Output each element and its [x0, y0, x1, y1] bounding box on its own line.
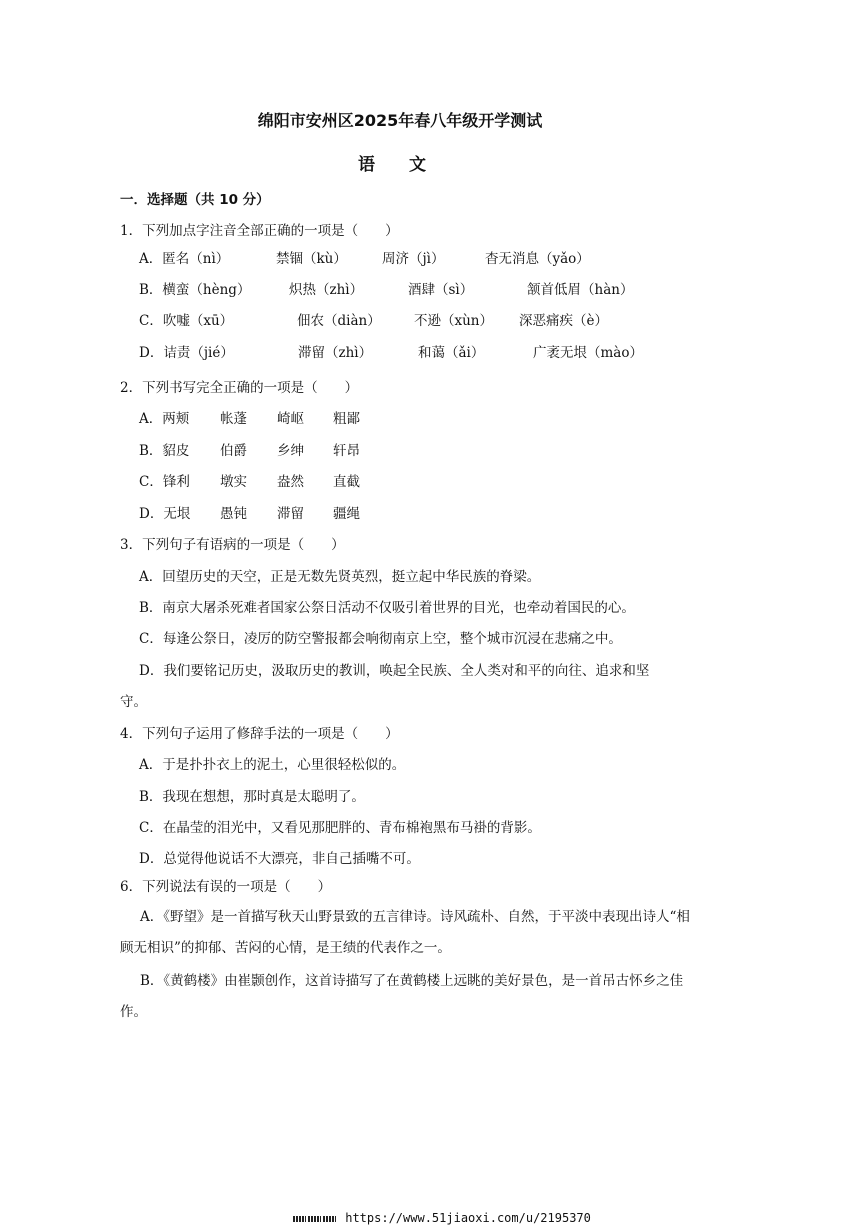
watermark-stamp-icon	[308, 1216, 321, 1222]
q3-option-b: B．南京大屠杀死难者国家公祭日活动不仅吸引着世界的目光，也牵动着国民的心。	[139, 600, 635, 616]
q1-option-a-word-4: 杳无消息（yǎo）	[485, 251, 590, 267]
q1-option-d-word-1: D．诘责（jié）	[139, 345, 234, 361]
q1-option-c-word-2: 佃农（diàn）	[297, 313, 381, 329]
q2-option-a-word-3: 崎岖	[277, 411, 304, 427]
q1-option-b-word-1: B．横蛮（hèng）	[139, 282, 251, 298]
q2-option-b-word-3: 乡绅	[277, 443, 304, 459]
q4-option-d: D．总觉得他说话不大漂亮，非自己插嘴不可。	[139, 851, 420, 867]
q2-option-c-word-1: C．锋利	[139, 474, 190, 490]
q1-option-a-word-2: 禁锢（kù）	[276, 251, 347, 267]
q1-option-b-word-4: 颔首低眉（hàn）	[527, 282, 634, 298]
q1-option-c-word-1: C．吹嘘（xū）	[139, 313, 234, 329]
watermark-stamp-icon	[323, 1216, 336, 1222]
q2-option-c-word-4: 直截	[333, 474, 360, 490]
footer-url[interactable]: https://www.51jiaoxi.com/u/2195370	[345, 1211, 591, 1225]
q3-option-d-line-2: 守。	[120, 694, 147, 710]
q3-option-c: C．每逢公祭日，凌厉的防空警报都会响彻南京上空，整个城市沉浸在悲痛之中。	[139, 631, 622, 647]
q2-option-d-word-2: 愚钝	[220, 506, 247, 522]
question-6-stem: 6．下列说法有误的一项是（ ）	[120, 879, 332, 895]
q2-option-b-word-1: B．貂皮	[139, 443, 190, 459]
q4-option-a: A．于是扑扑衣上的泥土，心里很轻松似的。	[139, 757, 406, 773]
q2-option-c-word-3: 盎然	[277, 474, 304, 490]
q3-option-a: A．回望历史的天空，正是无数先贤英烈，挺立起中华民族的脊梁。	[139, 569, 541, 585]
q1-option-b-word-2: 炽热（zhì）	[289, 282, 364, 298]
q4-option-b: B．我现在想想，那时真是太聪明了。	[139, 789, 365, 805]
q6-option-a: A．《野望》是一首描写秋天山野景致的五言律诗。诗风疏朴、自然，于平淡中表现出诗人“相顾无相识”的抑郁、苦闷的心情，是王绩的代表作之一。	[120, 909, 690, 956]
subject-heading: 语 文	[358, 155, 426, 175]
q2-option-b-word-2: 伯爵	[220, 443, 247, 459]
q2-option-b-word-4: 轩昂	[333, 443, 360, 459]
q2-option-a-word-2: 帐蓬	[220, 411, 247, 427]
q1-option-d-word-2: 滞留（zhì）	[298, 345, 373, 361]
q6-option-b: B．《黄鹤楼》由崔颢创作，这首诗描写了在黄鹤楼上远眺的美好景色，是一首吊古怀乡之佳作。	[120, 973, 684, 1020]
question-2-stem: 2．下列书写完全正确的一项是（ ）	[120, 380, 359, 396]
exam-title: 绵阳市安州区2025年春八年级开学测试	[257, 111, 543, 130]
q2-option-c-word-2: 墩实	[220, 474, 247, 490]
q1-option-c-word-3: 不逊（xùn）	[414, 313, 494, 329]
watermark-stamp-icon	[293, 1216, 306, 1222]
q2-option-d-word-3: 滞留	[277, 506, 304, 522]
q2-option-d-word-1: D．无垠	[139, 506, 191, 522]
q3-option-d-line-1: D．我们要铭记历史，汲取历史的教训，唤起全民族、全人类对和平的向往、追求和坚	[139, 663, 650, 679]
section-heading: 一．选择题（共 10 分）	[120, 192, 270, 208]
question-1-stem: 1．下列加点字注音全部正确的一项是（ ）	[120, 223, 399, 239]
question-4-stem: 4．下列句子运用了修辞手法的一项是（ ）	[120, 726, 399, 742]
q2-option-a-word-4: 粗鄙	[333, 411, 360, 427]
q1-option-c-word-4: 深恶痛疾（è）	[519, 313, 608, 329]
question-3-stem: 3．下列句子有语病的一项是（ ）	[120, 537, 345, 553]
q2-option-d-word-4: 疆绳	[333, 506, 360, 522]
q1-option-d-word-4: 广袤无垠（mào）	[533, 345, 643, 361]
q1-option-b-word-3: 酒肆（sì）	[408, 282, 474, 298]
q4-option-c: C．在晶莹的泪光中，又看见那肥胖的、青布棉袍黑布马褂的背影。	[139, 820, 541, 836]
footer-source	[293, 1211, 591, 1225]
q1-option-a-word-1: A．匿名（nì）	[139, 251, 230, 267]
q1-option-d-word-3: 和蔼（ǎi）	[418, 345, 485, 361]
q2-option-a-word-1: A．两颊	[139, 411, 190, 427]
q1-option-a-word-3: 周济（jì）	[382, 251, 445, 267]
